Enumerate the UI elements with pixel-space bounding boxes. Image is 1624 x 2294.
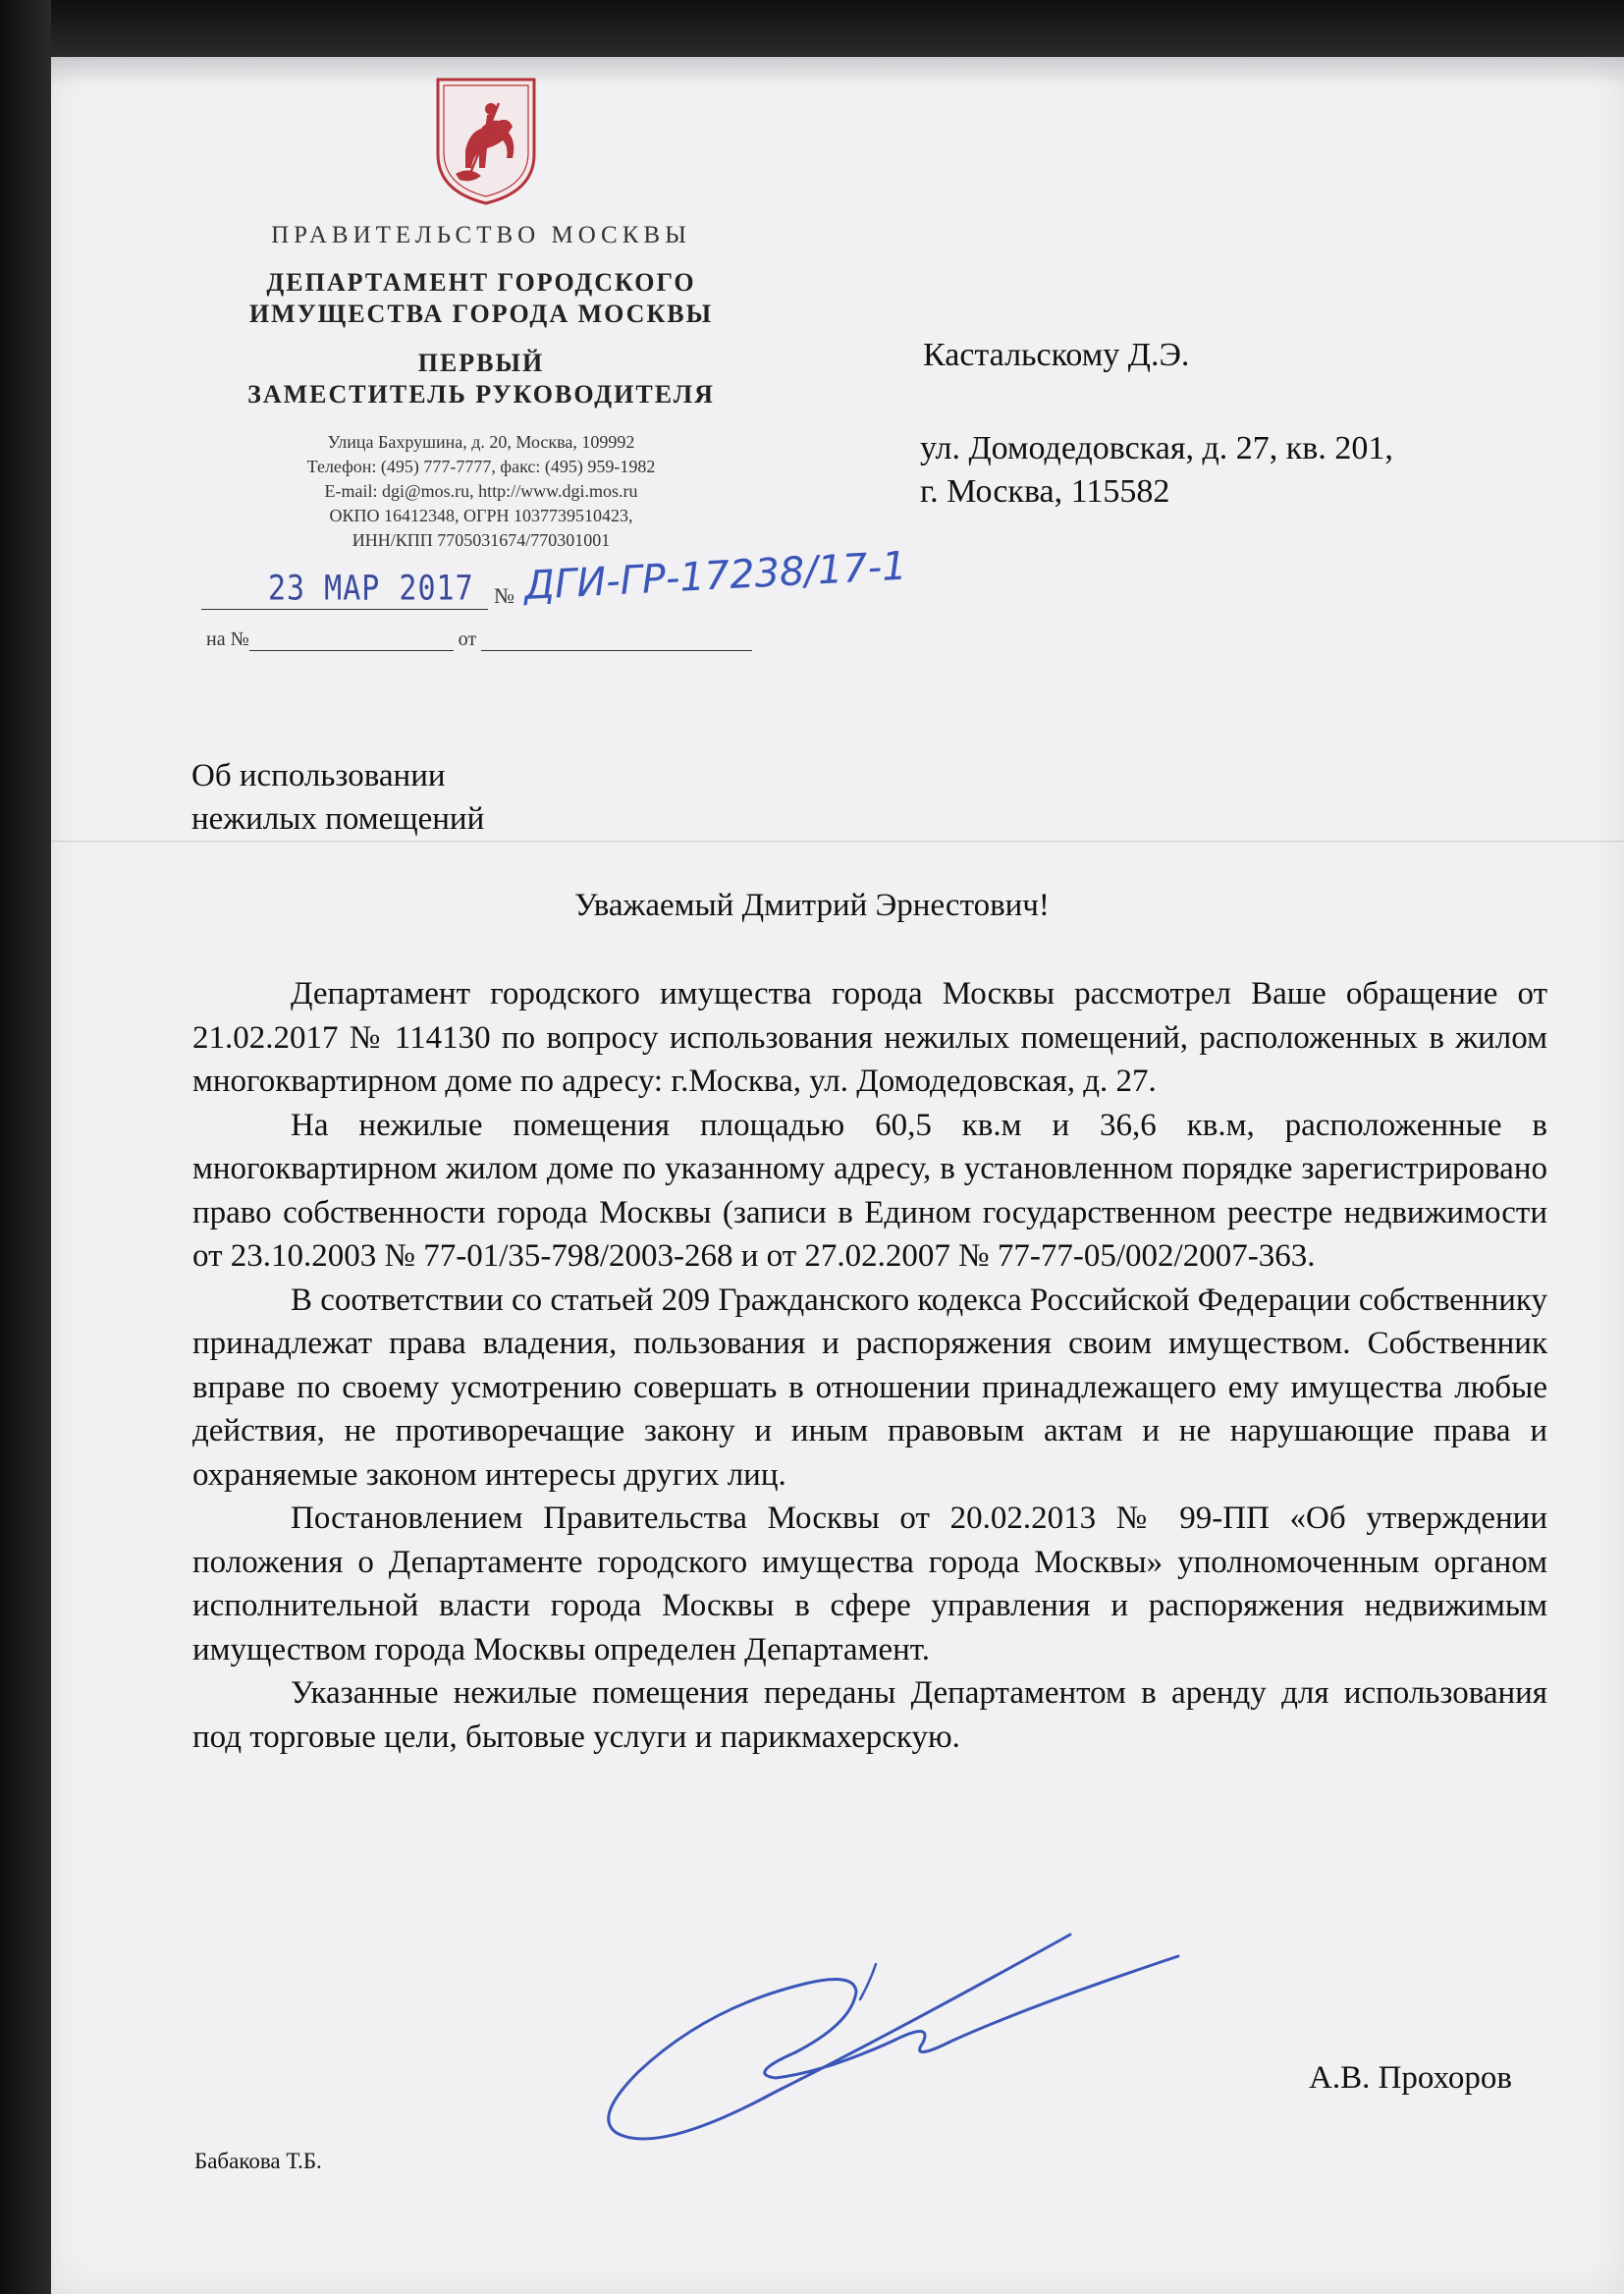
registration-number-handwritten: ДГИ-ГР-17238/17-1	[522, 543, 908, 609]
paragraph-1: Департамент городского имущества города Москвы рассмотрел Ваше обращение от 21.02.2017 № 114130 по вопросу использования нежилых помещений, расположенных в жилом многоквартирном доме по адресу: г.Москва, ул. Домодедовская, д. 27.	[192, 976, 1547, 1099]
letter-body	[192, 972, 1547, 1759]
department-name	[167, 267, 795, 330]
position-line1: ПЕРВЫЙ	[417, 349, 545, 377]
position-line2: ЗАМЕСТИТЕЛЬ РУКОВОДИТЕЛЯ	[247, 380, 715, 409]
government-title: ПРАВИТЕЛЬСТВО МОСКВЫ	[271, 222, 691, 248]
contact-phone: Телефон: (495) 777-7777, факс: (495) 959-1982	[306, 457, 656, 476]
date-underline	[201, 609, 488, 610]
recipient-address-line2: г. Москва, 115582	[920, 473, 1170, 510]
reply-from-blank	[481, 630, 752, 651]
contact-inn: ИНН/КПП 7705031674/770301001	[352, 530, 611, 550]
recipient-name: Кастальскому Д.Э.	[923, 337, 1190, 373]
subject-line1: Об использовании	[191, 758, 446, 793]
handwritten-signature	[599, 1925, 1208, 2160]
recipient-address	[920, 427, 1393, 514]
moscow-coat-of-arms-icon	[430, 74, 542, 207]
number-label: №	[494, 583, 514, 608]
department-name-line1: ДЕПАРТАМЕНТ ГОРОДСКОГО	[266, 268, 696, 297]
salutation: Уважаемый Дмитрий Эрнестович!	[574, 888, 1050, 923]
paragraph-3: В соответствии со статьей 209 Гражданского кодекса Российской Федерации собственнику принадлежат права владения, пользования и распоряжения своим имуществом. Собственник вправе по своему усмотрению совершать в отношении принадлежащего ему имущества любые действия, не противоречащие закону и иным правовым актам и не нарушающие права и охраняемые законом интересы других лиц.	[192, 1282, 1547, 1493]
contact-address: Улица Бахрушина, д. 20, Москва, 109992	[327, 432, 635, 452]
signatory-position	[167, 348, 795, 410]
paragraph-2: На нежилые помещения площадью 60,5 кв.м и 36,6 кв.м, расположенные в многоквартирном жилом доме по указанному адресу, в установленном порядке зарегистрировано право собственности города Москвы (записи в Едином государственном реестре недвижимости от 23.10.2003 № 77-01/35-798/2003-268 и от 27.02.2007 № 77-77-05/002/2007-363.	[192, 1107, 1547, 1274]
contact-email: E-mail: dgi@mos.ru, http://www.dgi.mos.ru	[324, 481, 638, 501]
contact-okpo: ОКПО 16412348, ОГРН 1037739510423,	[329, 506, 633, 525]
paragraph-5: Указанные нежилые помещения переданы Департаментом в аренду для использования под торговые цели, бытовые услуги и парикмахерскую.	[192, 1675, 1547, 1755]
department-contacts	[167, 430, 795, 553]
signer-name: А.В. Прохоров	[1309, 2060, 1512, 2096]
reply-to-blank	[249, 630, 454, 651]
scan-background-left	[0, 0, 51, 2294]
recipient-address-line1: ул. Домодедовская, д. 27, кв. 201,	[920, 430, 1393, 466]
scan-background-top	[0, 0, 1624, 57]
paper-fold-line	[51, 841, 1624, 844]
paragraph-4: Постановлением Правительства Москвы от 20.02.2013 № 99-ПП «Об утверждении положения о Департаменте городского имущества города Москвы» уполномоченным органом исполнительной власти города Москвы в сфере управления и распоряжения недвижимым имуществом города Москвы определен Департамент.	[192, 1501, 1547, 1667]
date-stamp: 23 МАР 2017	[268, 569, 474, 609]
reply-from-label: от	[458, 628, 477, 650]
executor-name: Бабакова Т.Б.	[194, 2149, 322, 2173]
subject-line2: нежилых помещений	[191, 801, 485, 837]
reply-reference-row	[206, 628, 752, 651]
reply-to-label: на №	[206, 628, 249, 650]
registration-row	[201, 543, 947, 617]
letter-subject	[191, 754, 484, 841]
department-name-line2: ИМУЩЕСТВА ГОРОДА МОСКВЫ	[248, 300, 714, 328]
